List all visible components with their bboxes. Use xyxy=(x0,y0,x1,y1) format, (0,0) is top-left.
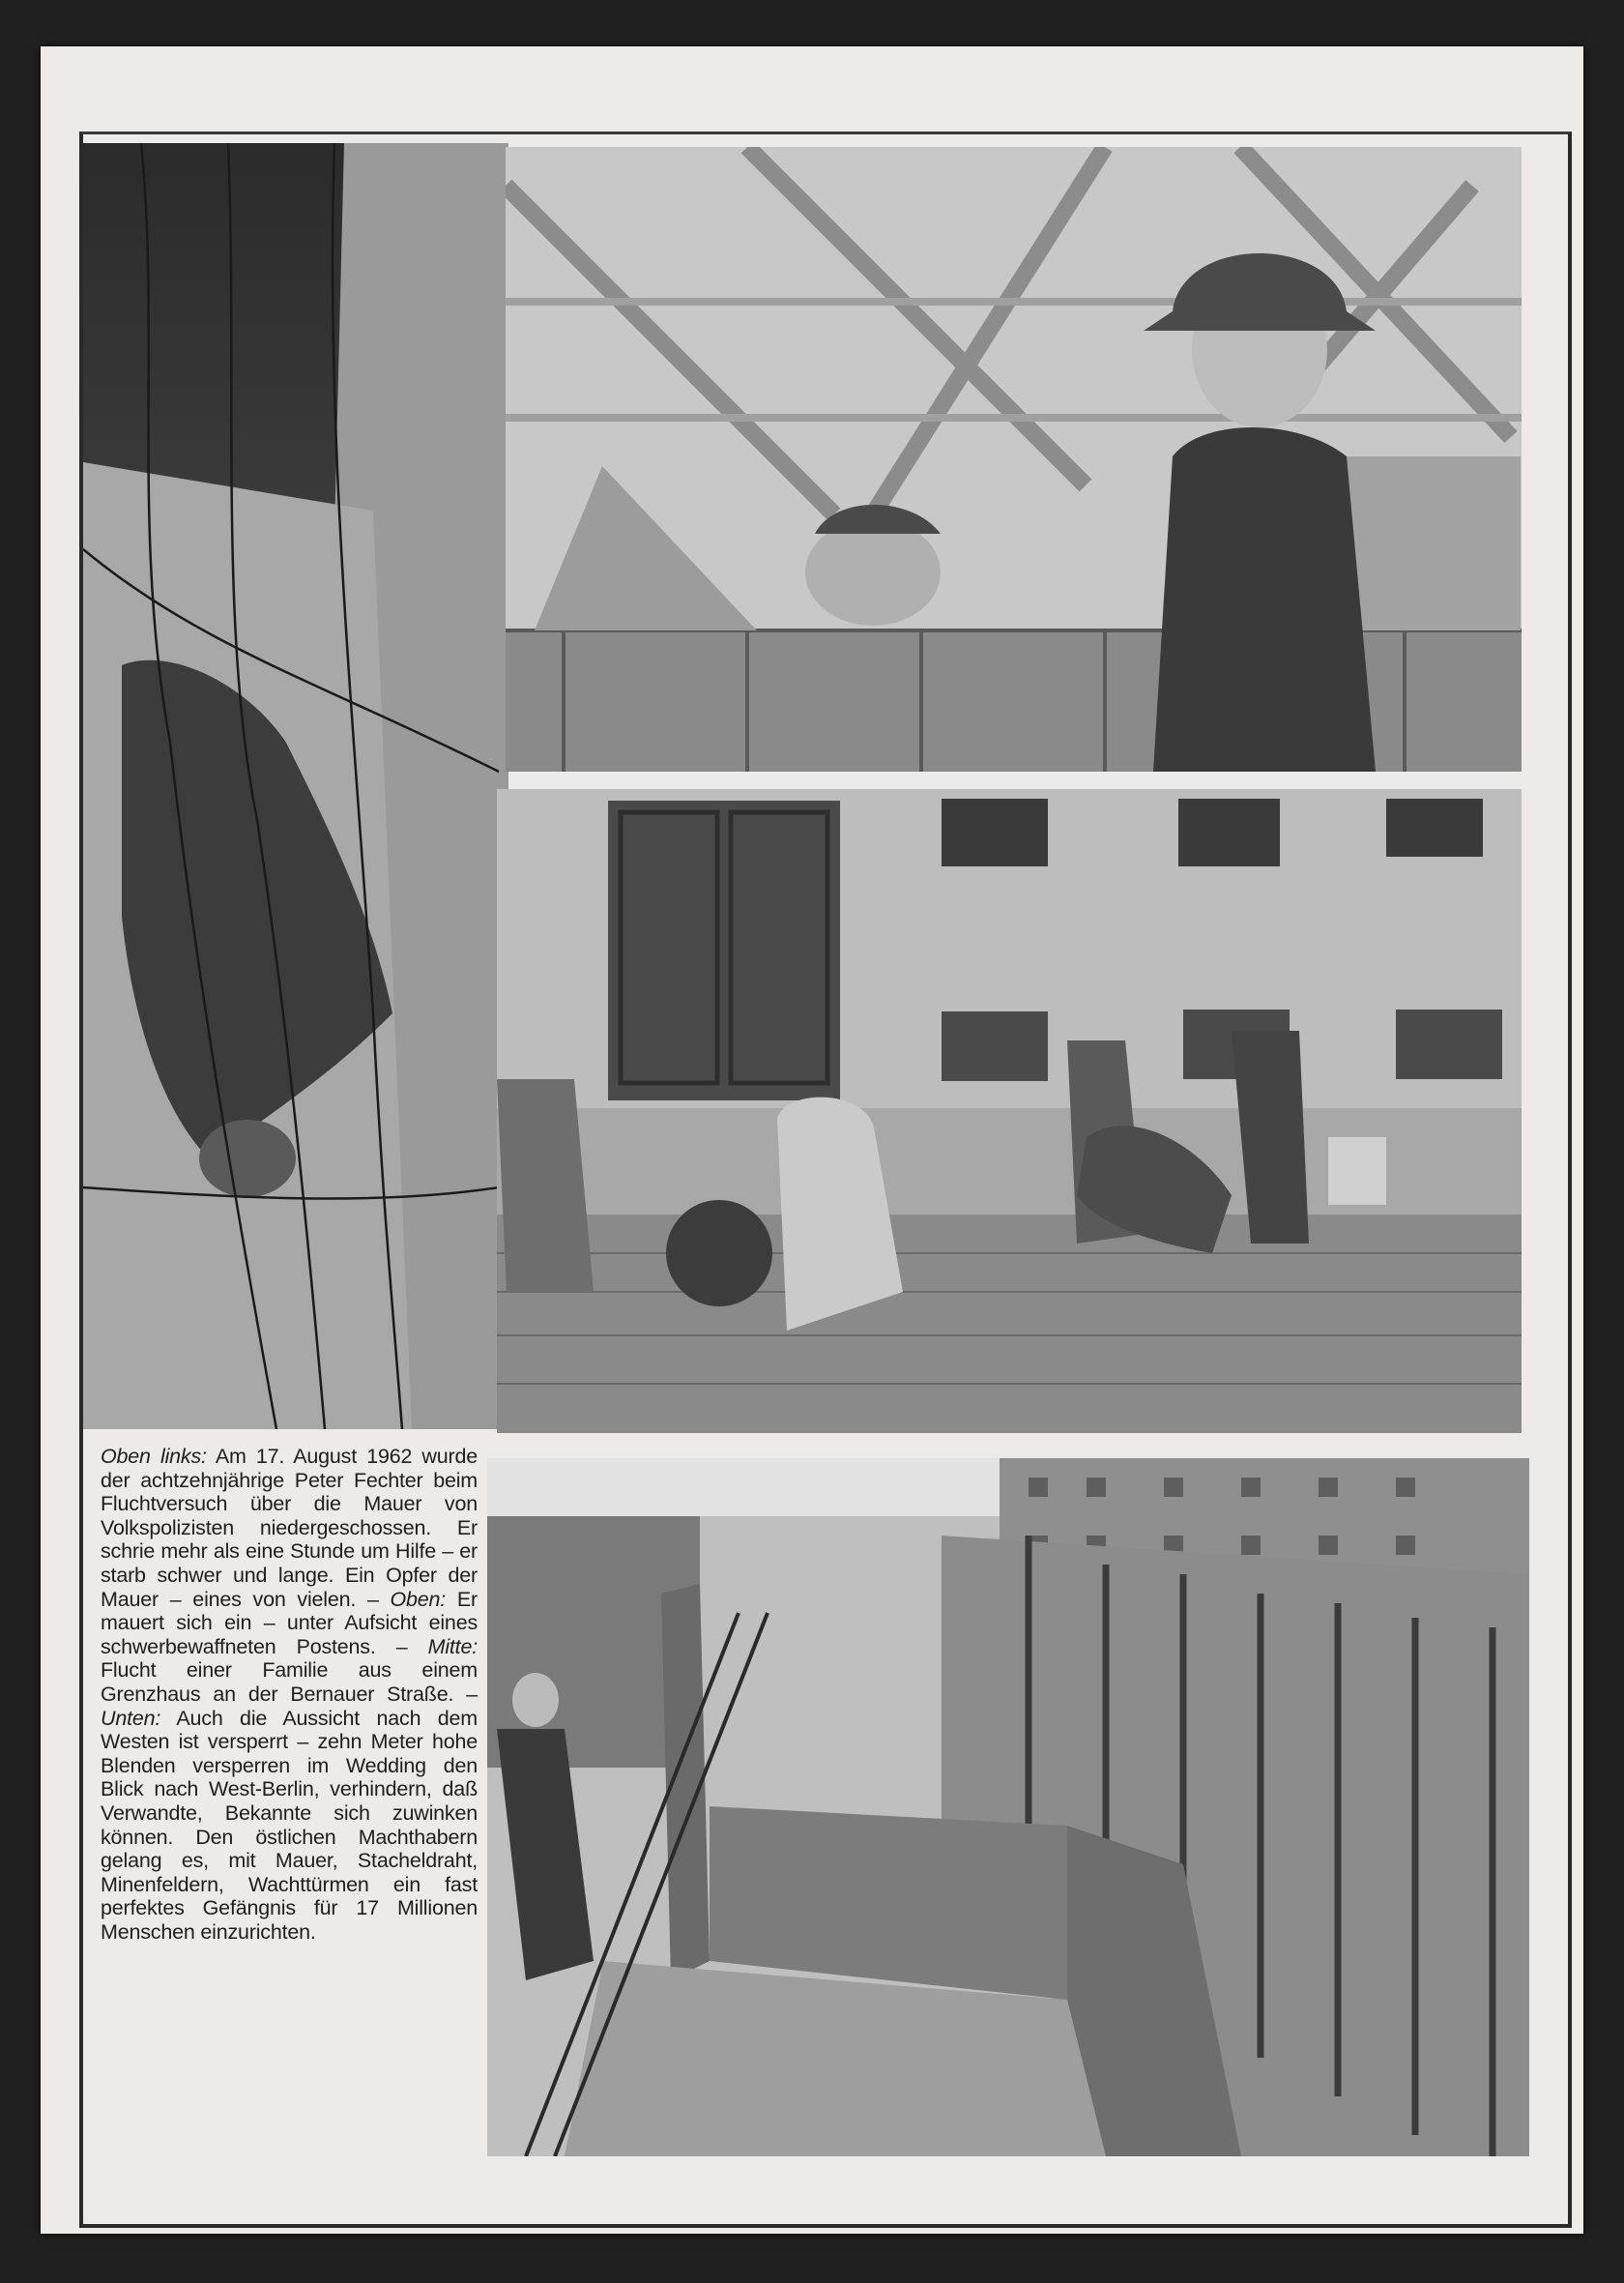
caption-label-unten: Unten: xyxy=(101,1706,161,1730)
caption-label-mitte: Mitte: xyxy=(427,1634,478,1658)
photo-wooden-screens xyxy=(487,1458,1529,2156)
photo-family-flight xyxy=(497,789,1522,1433)
photo-peter-fechter xyxy=(83,143,508,1429)
caption-text-fechter: Am 17. August 1962 wurde der achtzehnjährige Peter Fechter beim Fluchtversuch über die Mauer von Volkspolizisten niedergeschossen. Er schrie mehr als eine Stunde um Hilfe – er starb schwer und lange. Ein Opfer der Mauer – eines von vielen. – xyxy=(101,1445,478,1611)
caption-text xyxy=(101,1445,478,1944)
caption-label-oben-links: Oben links: xyxy=(101,1445,207,1468)
caption-text-aussicht: Auch die Aussicht nach dem Westen ist versperrt – zehn Meter hohe Blenden versperren im Wedding den Blick nach West-Berlin, verhindern, daß Verwandte, Bekannte sich zuwinken können. Den östlichen Machthabern gelang es, mit Mauer, Stacheldraht, Minenfeldern, Wachttürmen ein fast perfektes Gefängnis für 17 Millionen Menschen einzurichten. xyxy=(101,1706,478,1944)
caption-text-flucht: Flucht einer Familie aus einem Grenzhaus an der Bernauer Straße. – xyxy=(101,1658,478,1706)
caption-text-mauert: Er mauert sich ein – unter Aufsicht eines schwerbewaffneten Postens. – xyxy=(101,1587,478,1658)
photo-bricklayer-guard xyxy=(506,147,1522,772)
album-page xyxy=(41,46,1583,2234)
caption-label-oben: Oben: xyxy=(390,1587,447,1611)
